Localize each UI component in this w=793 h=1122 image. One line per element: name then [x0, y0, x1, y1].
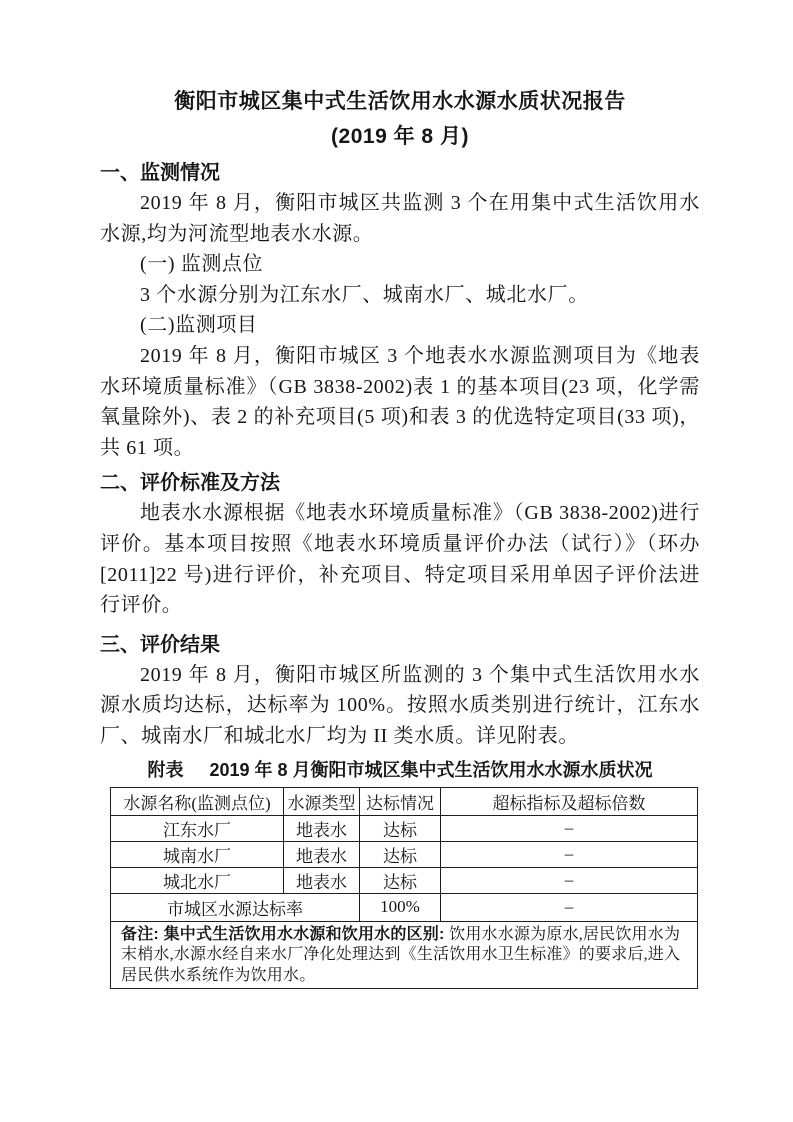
column-header-source-type: 水源类型: [284, 787, 360, 815]
cell-summary-rate: 100%: [360, 893, 441, 921]
appendix-caption-label: 附表: [147, 759, 184, 780]
report-title: 衡阳市城区集中式生活饮用水水源水质状况报告: [174, 90, 626, 113]
column-header-compliance: 达标情况: [360, 787, 441, 815]
cell-compliance: 达标: [360, 841, 441, 867]
table-header-row: [111, 787, 698, 815]
cell-compliance: 达标: [360, 867, 441, 893]
cell-exceedance: –: [441, 841, 698, 867]
cell-source-name: 城南水厂: [111, 841, 284, 867]
water-quality-table: [110, 787, 698, 990]
table-note-label: 备注: 集中式生活饮用水水源和饮用水的区别:: [121, 925, 450, 943]
cell-summary-label: 市城区水源达标率: [111, 893, 360, 921]
paragraph-monitoring-items: 2019 年 8 月，衡阳市城区 3 个地表水水源监测项目为《地表水环境质量标准》（GB 3838-2002)表 1 的基本项目(23 项，化学需氧量除外)、表 2 的补充项目(5 项)和表 3 的优选特定项目(33 项)，共 61 项。: [100, 344, 700, 459]
cell-source-type: 地表水: [284, 815, 360, 841]
appendix-caption-title: 2019 年 8 月衡阳市城区集中式生活饮用水水源水质状况: [209, 759, 653, 780]
table-row-note: [111, 921, 698, 989]
section-heading-results: 三、评价结果: [100, 633, 220, 656]
table-row-summary: [111, 893, 698, 921]
report-subtitle: (2019 年 8 月): [331, 125, 469, 148]
table-note: [111, 921, 698, 989]
column-header-source-name: 水源名称(监测点位): [111, 787, 284, 815]
table-row-chengbei: [111, 867, 698, 893]
table-note-text: 饮用水水源为原水,居民饮用水为末梢水,水源水经自来水厂净化处理达到《生活饮用水卫生标准》的要求后,进入居民供水系统作为饮用水。: [121, 925, 681, 984]
subheading-monitoring-items: (二)监测项目: [140, 314, 258, 337]
table-row-jiangdong: [111, 815, 698, 841]
cell-source-type: 地表水: [284, 841, 360, 867]
section-heading-monitoring: 一、监测情况: [100, 162, 220, 184]
table-row-chengnan: [111, 841, 698, 867]
paragraph-monitoring-points: 3 个水源分别为江东水厂、城南水厂、城北水厂。: [140, 283, 589, 306]
cell-exceedance: –: [441, 867, 698, 893]
paragraph-monitoring-intro: 2019 年 8 月，衡阳市城区共监测 3 个在用集中式生活饮用水水源,均为河流型地表水水源。: [100, 192, 700, 245]
cell-summary-exceedance: –: [441, 893, 698, 921]
appendix-table-caption: [100, 756, 700, 785]
cell-source-type: 地表水: [284, 867, 360, 893]
document-page: [100, 0, 700, 989]
paragraph-results: 2019 年 8 月，衡阳市城区所监测的 3 个集中式生活饮用水水源水质均达标，达标率为 100%。按照水质类别进行统计，江东水厂、城南水厂和城北水厂均为 II 类水质。详见附表。: [100, 663, 700, 747]
subheading-monitoring-points: (一) 监测点位: [140, 253, 264, 276]
cell-source-name: 江东水厂: [111, 815, 284, 841]
section-heading-standards: 二、评价标准及方法: [100, 472, 280, 495]
column-header-exceedance: 超标指标及超标倍数: [441, 787, 698, 815]
cell-exceedance: –: [441, 815, 698, 841]
cell-source-name: 城北水厂: [111, 867, 284, 893]
paragraph-standards: 地表水水源根据《地表水环境质量标准》（GB 3838-2002)进行评价。基本项目按照《地表水环境质量评价办法（试行）》（环办[2011]22 号)进行评价，补充项目、特定项目采用单因子评价法进行评价。: [100, 502, 700, 617]
cell-compliance: 达标: [360, 815, 441, 841]
